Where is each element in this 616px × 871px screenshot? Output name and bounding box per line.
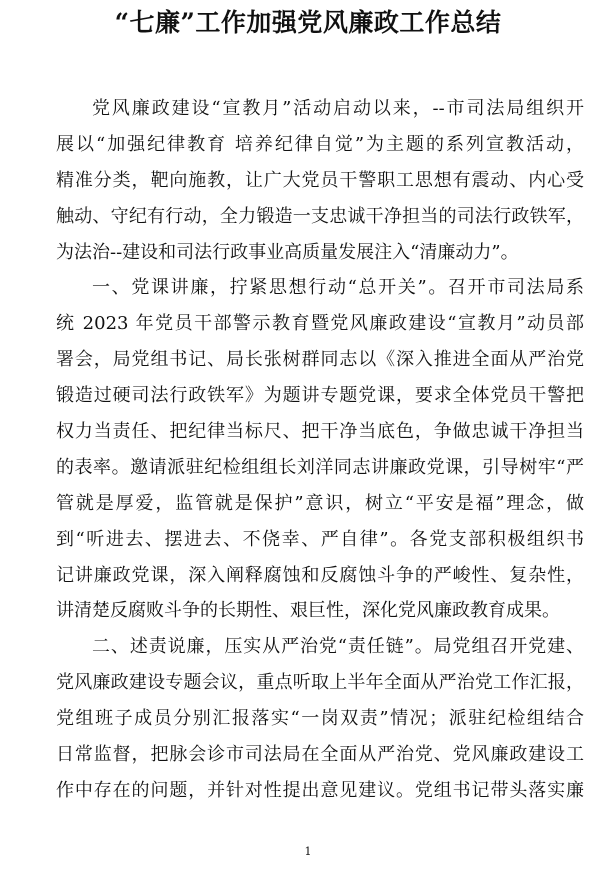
- text-line: 管就是厚爱，监管就是保护”意识，树立“平安是福”理念，做: [56, 492, 584, 514]
- text-line: 展以“加强纪律教育 培养纪律自觉”为主题的系列宣教活动，: [56, 133, 584, 155]
- page-number: 1: [304, 845, 312, 858]
- text-line: 作中存在的问题，并针对性提出意见建议。党组书记带头落实廉: [56, 779, 584, 801]
- page-title: “七廉”工作加强党风廉政工作总结: [114, 8, 502, 37]
- text-line: 触动、守纪有行动，全力锻造一支忠诚干净担当的司法行政铁军，: [56, 205, 584, 227]
- section-heading-line: 一、党课讲廉，拧紧思想行动“总开关”。召开市司法局系: [92, 277, 584, 299]
- text-line: 党风廉政建设“宣教月”活动启动以来，--市司法局组织开: [92, 98, 584, 119]
- paragraph-section-1: [56, 270, 584, 629]
- document-body: [56, 91, 584, 809]
- text-line: 权力当责任、把纪律当标尺、把干净当底色，争做忠诚干净担当: [56, 421, 584, 443]
- text-line: 精准分类，靶向施教，让广大党员干警职工思想有震动、内心受: [56, 169, 584, 191]
- text-line: 到“听进去、摆进去、不侥幸、严自律”。各党支部积极组织书: [56, 528, 584, 550]
- paragraph-section-2: [56, 629, 584, 808]
- text-line: 日常监督，把脉会诊市司法局在全面从严治党、党风廉政建设工: [56, 744, 584, 766]
- text-line: 党组班子成员分别汇报落实“一岗双责”情况；派驻纪检组结合: [56, 708, 584, 730]
- text-line: 锻造过硬司法行政铁军》为题讲专题党课，要求全体党员干警把: [56, 385, 584, 407]
- text-line: 统 2023 年党员干部警示教育暨党风廉政建设“宣教月”动员部: [56, 313, 584, 335]
- paragraph-intro: [56, 91, 584, 270]
- text-line: 讲清楚反腐败斗争的长期性、艰巨性，深化党风廉政教育成果。: [56, 600, 560, 622]
- text-line: 党风廉政建设专题会议，重点听取上半年全面从严治党工作汇报，: [56, 672, 584, 694]
- section-heading-line: 二、述责说廉，压实从严治党“责任链”。局党组召开党建、: [92, 636, 584, 658]
- text-line: 的表率。邀请派驻纪检组组长刘洋同志讲廉政党课，引导树牢“严: [56, 456, 584, 478]
- text-line: 署会，局党组书记、局长张树群同志以《深入推进全面从严治党: [56, 349, 584, 371]
- text-line: 记讲廉政党课，深入阐释腐蚀和反腐蚀斗争的严峻性、复杂性，: [56, 564, 584, 586]
- text-line: 为法治--建设和司法行政事业高质量发展注入“清廉动力”。: [56, 241, 519, 263]
